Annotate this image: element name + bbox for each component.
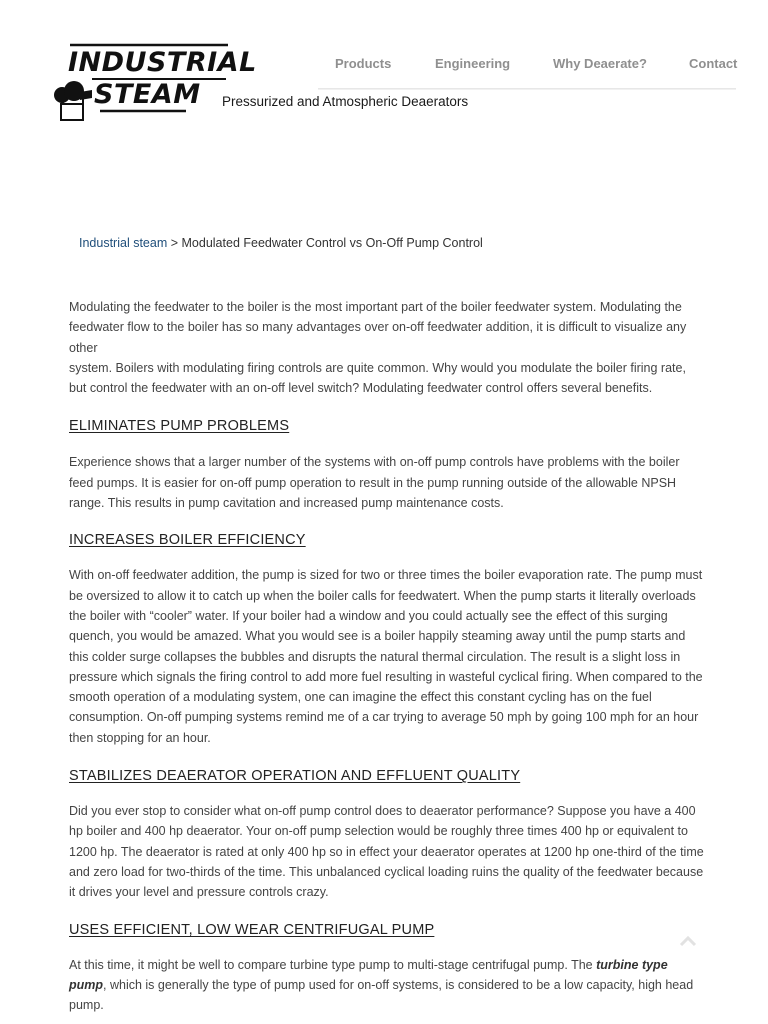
logo-text-line1: INDUSTRIAL: [68, 47, 257, 78]
section-heading-centrifugal-pump: USES EFFICIENT, LOW WEAR CENTRIFUGAL PUMP: [69, 921, 435, 938]
section-body-pump-problems: Experience shows that a larger number of the systems with on-off pump controls have problems with the boiler feed pumps. It is easier for on-off pump operation to result in the pump running outside of the allowable NPSH range. This results in pump cavitation and increased pump maintenance costs.: [69, 455, 680, 511]
nav-products[interactable]: Products: [335, 56, 392, 71]
nav-why-deaerate[interactable]: Why Deaerate?: [553, 56, 647, 71]
pump-text-before: At this time, it might be well to compare turbine type pump to multi-stage centrifugal pump. The: [69, 957, 597, 972]
nav-underline: [318, 88, 736, 90]
article-content: [69, 297, 704, 1015]
nav-contact[interactable]: Contact: [689, 56, 738, 71]
scroll-to-top-button[interactable]: [678, 934, 698, 948]
pump-text-emphasis: turbine type pump: [69, 957, 668, 992]
intro-paragraph: [69, 297, 704, 398]
main-nav: [318, 54, 736, 90]
section-body-deaerator-operation: Did you ever stop to consider what on-off pump control does to deaerator performance? Suppose you have a 400 hp boiler and 400 hp deaerator. Your on-off pump selection would be roughly three times 400 hp or equivalent to 1200 hp. The deaerator is rated at only 400 hp so in effect your deaerator operates at 1200 hp one-third of the time and zero load for two-thirds of the time. This unbalanced cyclical loading ruins the quality of the feedwater because it drives your level and pressure controls crazy.: [69, 804, 704, 900]
section-heading-pump-problems: ELIMINATES PUMP PROBLEMS: [69, 418, 290, 435]
breadcrumb-current: Modulated Feedwater Control vs On-Off Pump Control: [181, 236, 483, 250]
intro-text-part2: system. Boilers with modulating firing controls are quite common. Why would you modulate the boiler firing rate, but control the feedwater with an on-off level switch? Modulating feedwater control offers several benefits.: [69, 360, 686, 396]
breadcrumb: [79, 236, 483, 250]
chevron-up-icon: [678, 934, 698, 948]
section-body-centrifugal-pump: [69, 955, 704, 1016]
breadcrumb-home-link[interactable]: Industrial steam: [79, 236, 168, 250]
pump-text-after: , which is generally the type of pump used for on-off systems, is considered to be a low capacity, high head pump.: [69, 977, 694, 1013]
site-logo[interactable]: [52, 40, 257, 126]
logo-text-line2: STEAM: [94, 79, 201, 110]
breadcrumb-separator: >: [170, 236, 179, 250]
intro-text-part1: Modulating the feedwater to the boiler is the most important part of the boiler feedwater system. Modulating the feedwater flow to the boiler has so many advantages over on-off feedwater addition, it is difficult to visualize any other: [69, 300, 687, 355]
section-body-boiler-efficiency: With on-off feedwater addition, the pump is sized for two or three times the boiler evaporation rate. The pump must be oversized to allow it to catch up when the boiler calls for feedwatert. When the pump starts it literally overloads the boiler with “cooler” water. If your boiler had a window and you could actually see the effect of this surging quench, you would be amazed. What you would see is a boiler happily steaming away until the pump starts and this colder surge collapses the bubbles and disrupts the natural thermal circulation. The result is a slight loss in pressure which signals the firing control to add more fuel resulting in wasteful cyclical firing. When compared to the smooth operation of a modulating system, one can imagine the effect this constant cycling has on the fuel consumption. On-off pumping systems remind me of a car trying to average 50 mph by going 100 mph for an hour then stopping for an hour.: [69, 568, 703, 745]
section-heading-boiler-efficiency: INCREASES BOILER EFFICIENCY: [69, 532, 306, 549]
section-heading-deaerator-operation: STABILIZES DEAERATOR OPERATION AND EFFLUENT QUALITY: [69, 768, 521, 785]
site-tagline: Pressurized and Atmospheric Deaerators: [222, 94, 469, 109]
nav-engineering[interactable]: Engineering: [435, 56, 511, 71]
